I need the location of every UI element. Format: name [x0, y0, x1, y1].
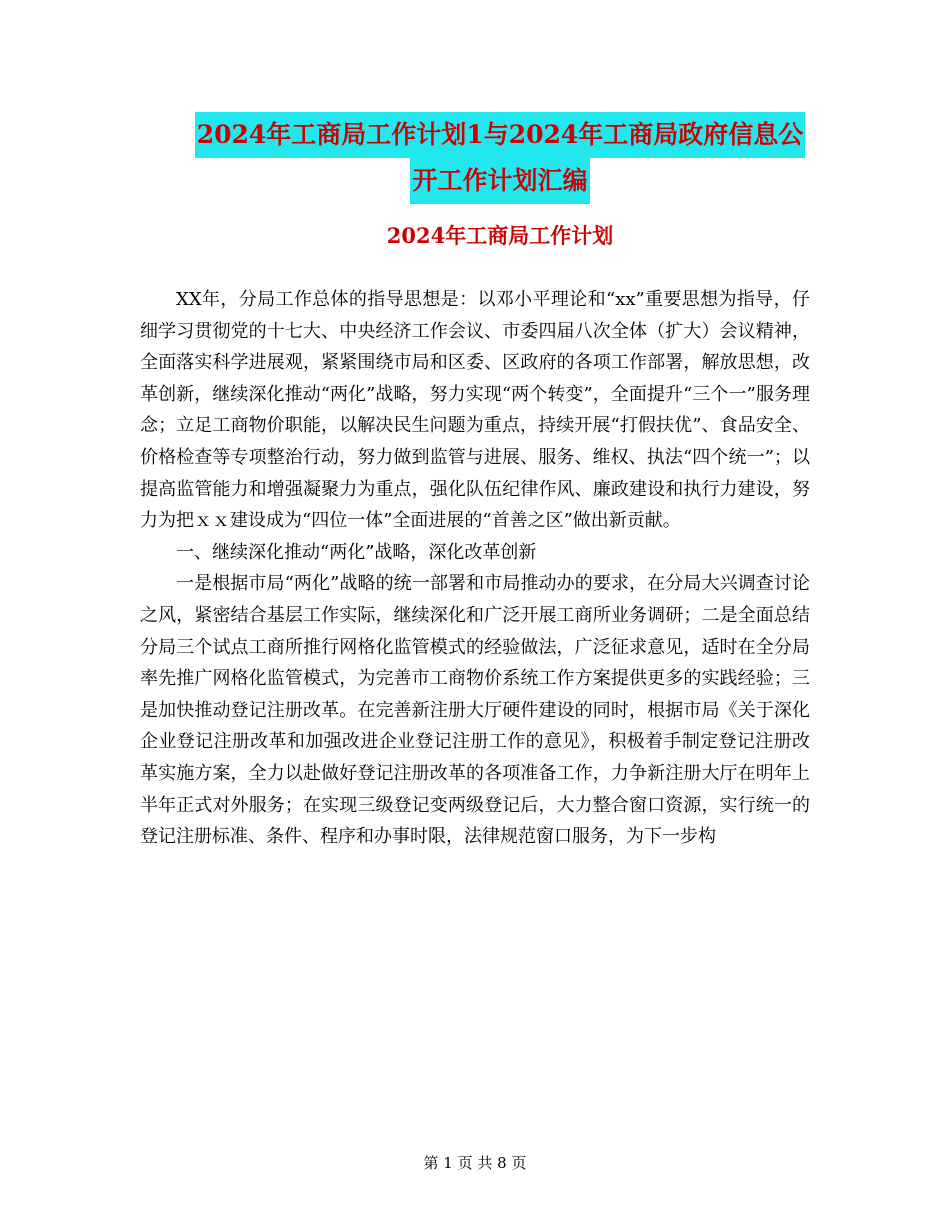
- title-line-1: 2024年工商局工作计划1与2024年工商局政府信息公: [195, 112, 806, 158]
- paragraph-reform-details: 一是根据市局“两化”战略的统一部署和市局推动办的要求，在分局大兴调查讨论之风，紧密结合基层工作实际，继续深化和广泛开展工商所业务调研；二是全面总结分局三个试点工商所推行网格化监管模式的经验做法，广泛征求意见，适时在全分局率先推广网格化监管模式，为完善市工商物价系统工作方案提供更多的实践经验；三是加快推动登记注册改革。在完善新注册大厅硬件建设的同时，根据市局《关于深化企业登记注册改革和加强改进企业登记注册工作的意见》，积极着手制定登记注册改革实施方案，全力以赴做好登记注册改革的各项准备工作，力争新注册大厅在明年上半年正式对外服务；在实现三级登记变两级登记后，大力整合窗口资源，实行统一的登记注册标准、条件、程序和办事时限，法律规范窗口服务，为下一步构: [140, 573, 810, 848]
- title-line-2: 开工作计划汇编: [410, 158, 589, 204]
- paragraph-heading-1: 一、继续深化推动“两化”战略，深化改革创新: [176, 541, 537, 563]
- paragraph-guiding-thought: XX年，分局工作总体的指导思想是：以邓小平理论和“xx”重要思想为指导，仔细学习贯彻党的十七大、中央经济工作会议、市委四届八次全体（扩大）会议精神，全面落实科学进展观，紧紧围绕市局和区委、区政府的各项工作部署，解放思想，改革创新，继续深化推动“两化”战略，努力实现“两个转变”，全面提升“三个一”服务理念；立足工商物价职能，以解决民生问题为重点，持续开展“打假扶优”、食品安全、价格检查等专项整治行动，努力做到监管与进展、服务、维权、执法“四个统一”；以提高监管能力和增强凝聚力为重点，强化队伍纪律作风、廉政建设和执行力建设，努力为把ｘｘ建设成为“四位一体”全面进展的“首善之区”做出新贡献。: [140, 289, 810, 532]
- section-title: 2024年工商局工作计划: [386, 223, 614, 248]
- document-title: [140, 112, 860, 204]
- page-footer: 第 1 页 共 8 页: [423, 1154, 527, 1172]
- body-text: [140, 284, 810, 853]
